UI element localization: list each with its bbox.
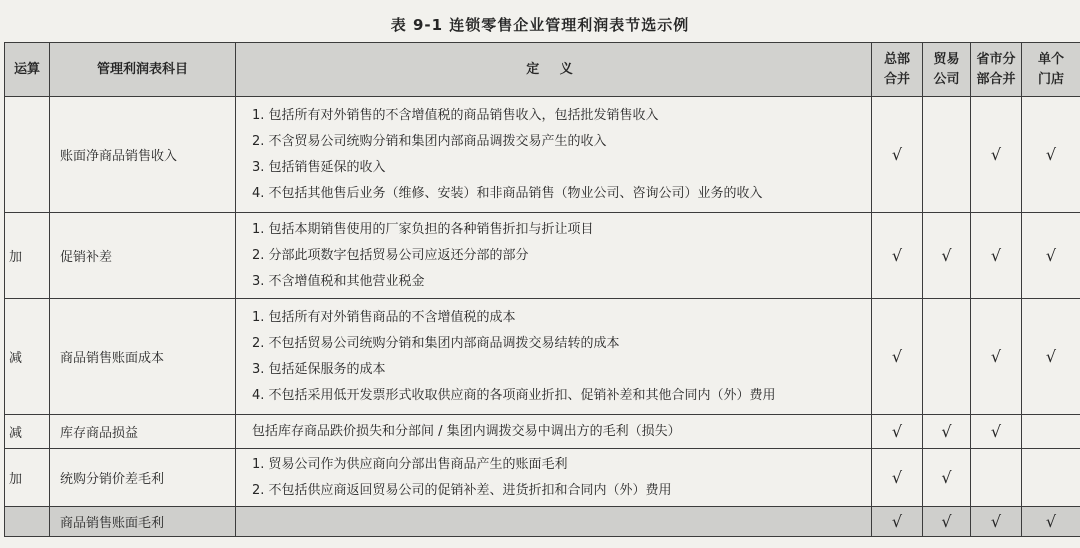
row-operation: 减 (5, 415, 50, 449)
table-row (5, 97, 1080, 213)
check-single-store: √ (1022, 507, 1080, 537)
check-hq-consolidated: √ (872, 299, 923, 415)
header-hq-line2: 合并 (883, 71, 910, 87)
header-hq-consolidated (872, 43, 923, 97)
row-definition (236, 415, 872, 449)
header-item: 管理利润表科目 (50, 43, 236, 97)
header-trade-line1: 贸易 (933, 51, 960, 67)
check-branch-consolidated: √ (971, 507, 1022, 537)
header-definition: 定 义 (236, 43, 872, 97)
check-single-store: √ (1022, 299, 1080, 415)
row-item: 统购分销价差毛利 (50, 449, 236, 507)
table-row (5, 415, 1080, 449)
definition-line: 1. 包括所有对外销售的不含增值税的商品销售收入，包括批发销售收入 (252, 107, 659, 123)
row-item: 账面净商品销售收入 (50, 97, 236, 213)
header-trade-company (923, 43, 971, 97)
definition-line: 2. 分部此项数字包括贸易公司应返还分部的部分 (252, 247, 529, 263)
header-branch-line1: 省市分 (976, 51, 1016, 67)
check-trade-company: √ (923, 415, 971, 449)
definition-line: 3. 不含增值税和其他营业税金 (252, 273, 425, 289)
row-item: 库存商品损益 (50, 415, 236, 449)
check-branch-consolidated: √ (971, 299, 1022, 415)
check-trade-company: √ (923, 449, 971, 507)
header-branch-consolidated (971, 43, 1022, 97)
definition-line: 2. 不包括供应商返回贸易公司的促销补差、进货折扣和合同内（外）费用 (252, 482, 672, 498)
check-hq-consolidated: √ (872, 449, 923, 507)
header-op: 运算 (5, 43, 50, 97)
header-trade-line2: 公司 (933, 71, 960, 87)
row-item: 商品销售账面毛利 (50, 507, 236, 537)
header-store-line1: 单个 (1037, 51, 1064, 67)
row-definition (236, 97, 872, 213)
check-branch-consolidated: √ (971, 415, 1022, 449)
definition-line: 2. 不包括贸易公司统购分销和集团内部商品调拨交易结转的成本 (252, 335, 620, 351)
definition-line: 2. 不含贸易公司统购分销和集团内部商品调拨交易产生的收入 (252, 133, 607, 149)
row-item: 促销补差 (50, 213, 236, 299)
definition-line: 1. 包括所有对外销售商品的不含增值税的成本 (252, 309, 516, 325)
table-row (5, 299, 1080, 415)
check-hq-consolidated: √ (872, 415, 923, 449)
profit-table (4, 42, 1080, 537)
header-single-store (1022, 43, 1080, 97)
check-single-store: √ (1022, 97, 1080, 213)
row-definition (236, 213, 872, 299)
row-definition (236, 507, 872, 537)
check-hq-consolidated: √ (872, 213, 923, 299)
table-row (5, 449, 1080, 507)
row-operation (5, 97, 50, 213)
definition-line: 包括库存商品跌价损失和分部间 / 集团内调拨交易中调出方的毛利（损失） (252, 423, 681, 439)
check-trade-company: √ (923, 213, 971, 299)
header-row (5, 43, 1080, 97)
check-trade-company (923, 299, 971, 415)
check-hq-consolidated: √ (872, 97, 923, 213)
definition-line: 4. 不包括其他售后业务（维修、安装）和非商品销售（物业公司、咨询公司）业务的收入 (252, 185, 763, 201)
definition-line: 1. 包括本期销售使用的厂家负担的各种销售折扣与折让项目 (252, 221, 594, 237)
header-branch-line2: 部合并 (976, 71, 1016, 87)
row-operation: 加 (5, 449, 50, 507)
table-row (5, 507, 1080, 537)
header-store-line2: 门店 (1037, 71, 1064, 87)
check-branch-consolidated (971, 449, 1022, 507)
check-trade-company (923, 97, 971, 213)
row-definition (236, 299, 872, 415)
row-operation: 加 (5, 213, 50, 299)
header-hq-line1: 总部 (883, 51, 910, 67)
row-operation: 减 (5, 299, 50, 415)
check-trade-company: √ (923, 507, 971, 537)
row-operation (5, 507, 50, 537)
check-single-store (1022, 415, 1080, 449)
definition-line: 3. 包括延保服务的成本 (252, 361, 386, 377)
row-definition (236, 449, 872, 507)
check-hq-consolidated: √ (872, 507, 923, 537)
check-single-store (1022, 449, 1080, 507)
table-row (5, 213, 1080, 299)
definition-line: 4. 不包括采用低开发票形式收取供应商的各项商业折扣、促销补差和其他合同内（外）费用 (252, 387, 776, 403)
table-title: 表 9-1 连锁零售企业管理利润表节选示例 (390, 16, 690, 34)
check-branch-consolidated: √ (971, 97, 1022, 213)
definition-line: 1. 贸易公司作为供应商向分部出售商品产生的账面毛利 (252, 456, 568, 472)
row-item: 商品销售账面成本 (50, 299, 236, 415)
check-single-store: √ (1022, 213, 1080, 299)
check-branch-consolidated: √ (971, 213, 1022, 299)
definition-line: 3. 包括销售延保的收入 (252, 159, 386, 175)
